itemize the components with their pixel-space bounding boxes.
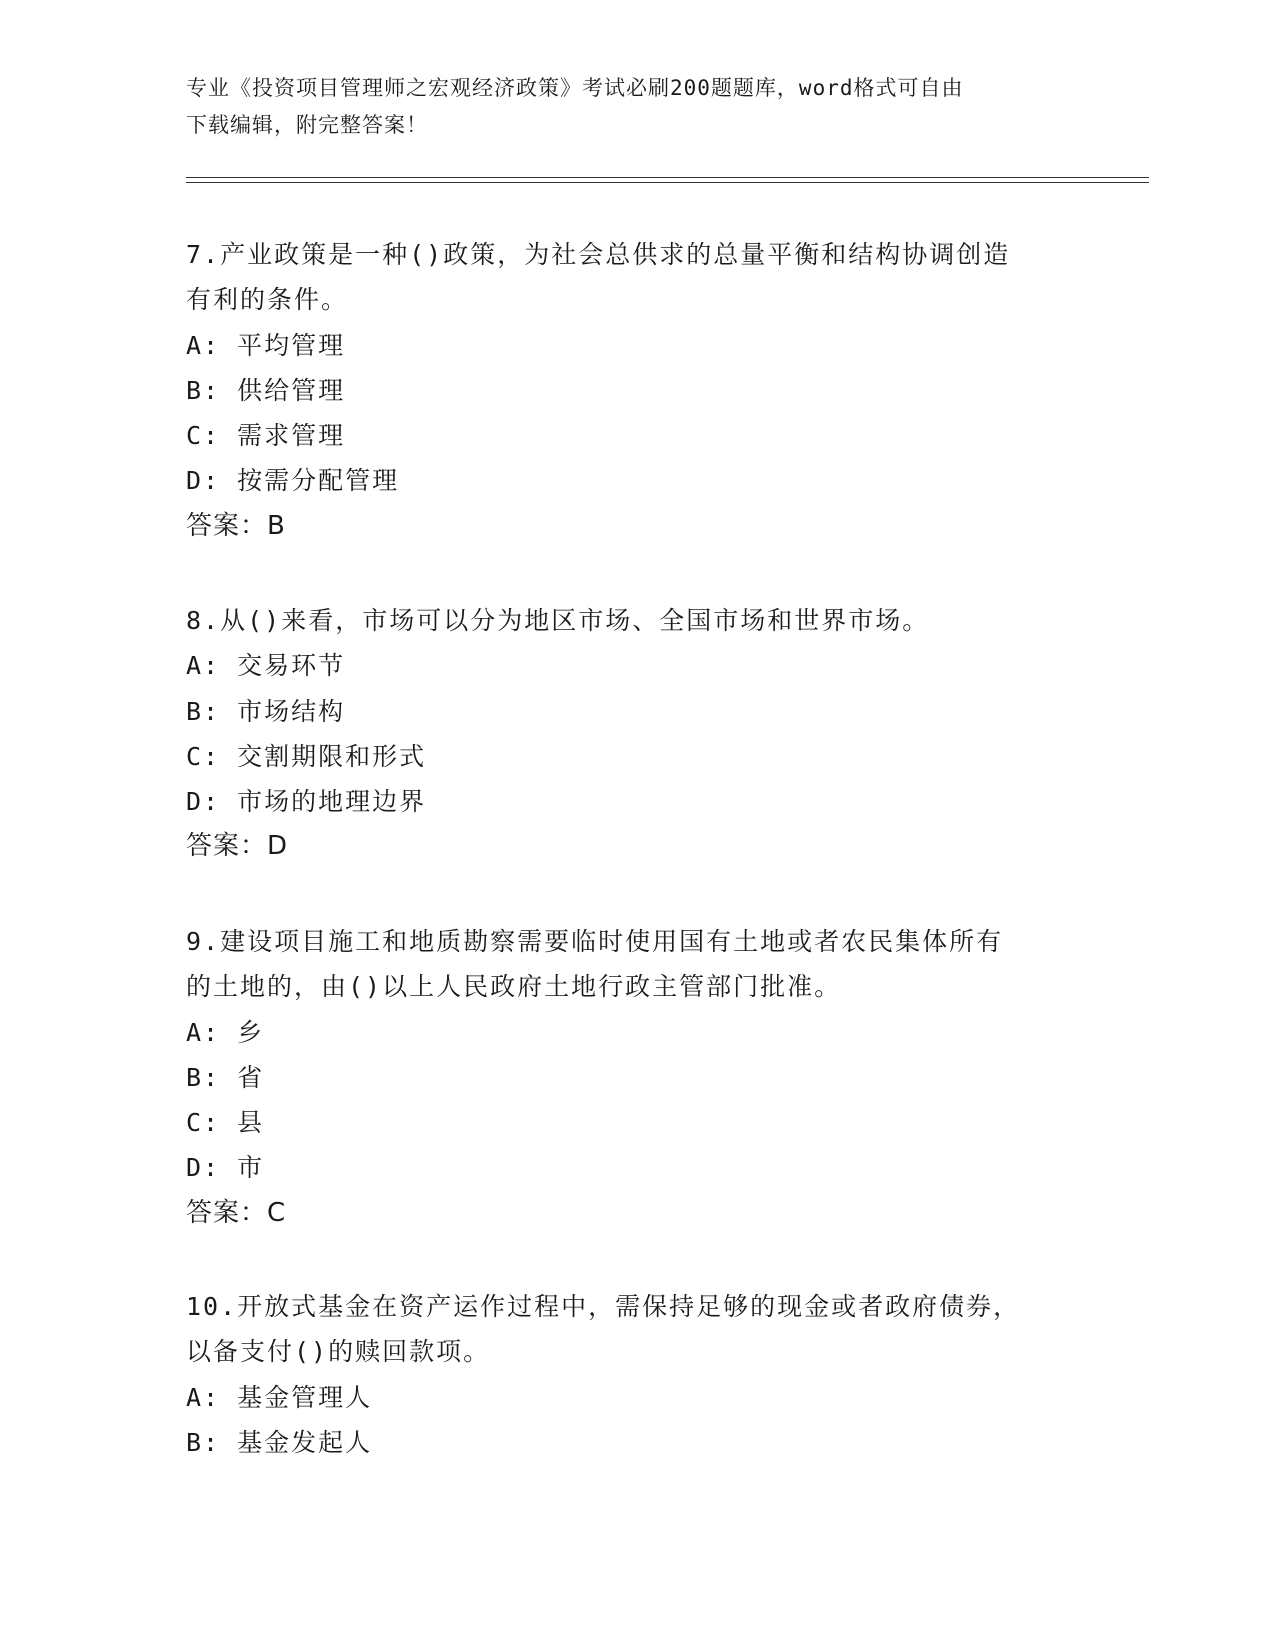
header-divider [186,177,1149,183]
question-stem-line: 9.建设项目施工和地质勘察需要临时使用国有土地或者农民集体所有 [186,927,1004,956]
question-10 [186,1284,1086,1465]
question-stem-line: 以备支付()的赎回款项。 [186,1337,491,1367]
question-stem-line: 10.开放式基金在资产运作过程中，需保持足够的现金或者政府债券， [186,1292,1021,1321]
header-line-2: 下载编辑，附完整答案！ [186,113,428,137]
question-7 [186,232,1086,549]
answer: 答案：B [186,510,286,541]
answer: 答案：D [186,831,289,862]
question-8 [186,598,1086,870]
question-stem-line: 有利的条件。 [186,285,349,315]
option-a: A: 平均管理 [186,330,346,360]
header-line-1: 专业《投资项目管理师之宏观经济政策》考试必刷200题题库，word格式可自由 [186,76,964,100]
option-b: B: 省 [186,1062,265,1092]
option-b: B: 基金发起人 [186,1427,373,1457]
option-d: D: 按需分配管理 [186,466,400,496]
option-a: A: 交易环节 [186,651,346,681]
question-stem-line: 的土地的，由()以上人民政府土地行政主管部门批准。 [186,972,842,1002]
question-9 [186,919,1086,1236]
option-b: B: 供给管理 [186,375,346,405]
option-d: D: 市场的地理边界 [186,787,427,817]
answer: 答案：C [186,1197,287,1228]
option-c: C: 交割期限和形式 [186,741,427,771]
option-c: C: 县 [186,1108,265,1138]
option-c: C: 需求管理 [186,421,346,451]
option-b: B: 市场结构 [186,696,346,726]
option-d: D: 市 [186,1153,265,1183]
question-stem-line: 7.产业政策是一种()政策，为社会总供求的总量平衡和结构协调创造 [186,240,1011,269]
option-a: A: 乡 [186,1017,265,1047]
document-header [186,70,1086,144]
question-stem-line: 8.从()来看，市场可以分为地区市场、全国市场和世界市场。 [186,606,930,635]
option-a: A: 基金管理人 [186,1382,373,1412]
